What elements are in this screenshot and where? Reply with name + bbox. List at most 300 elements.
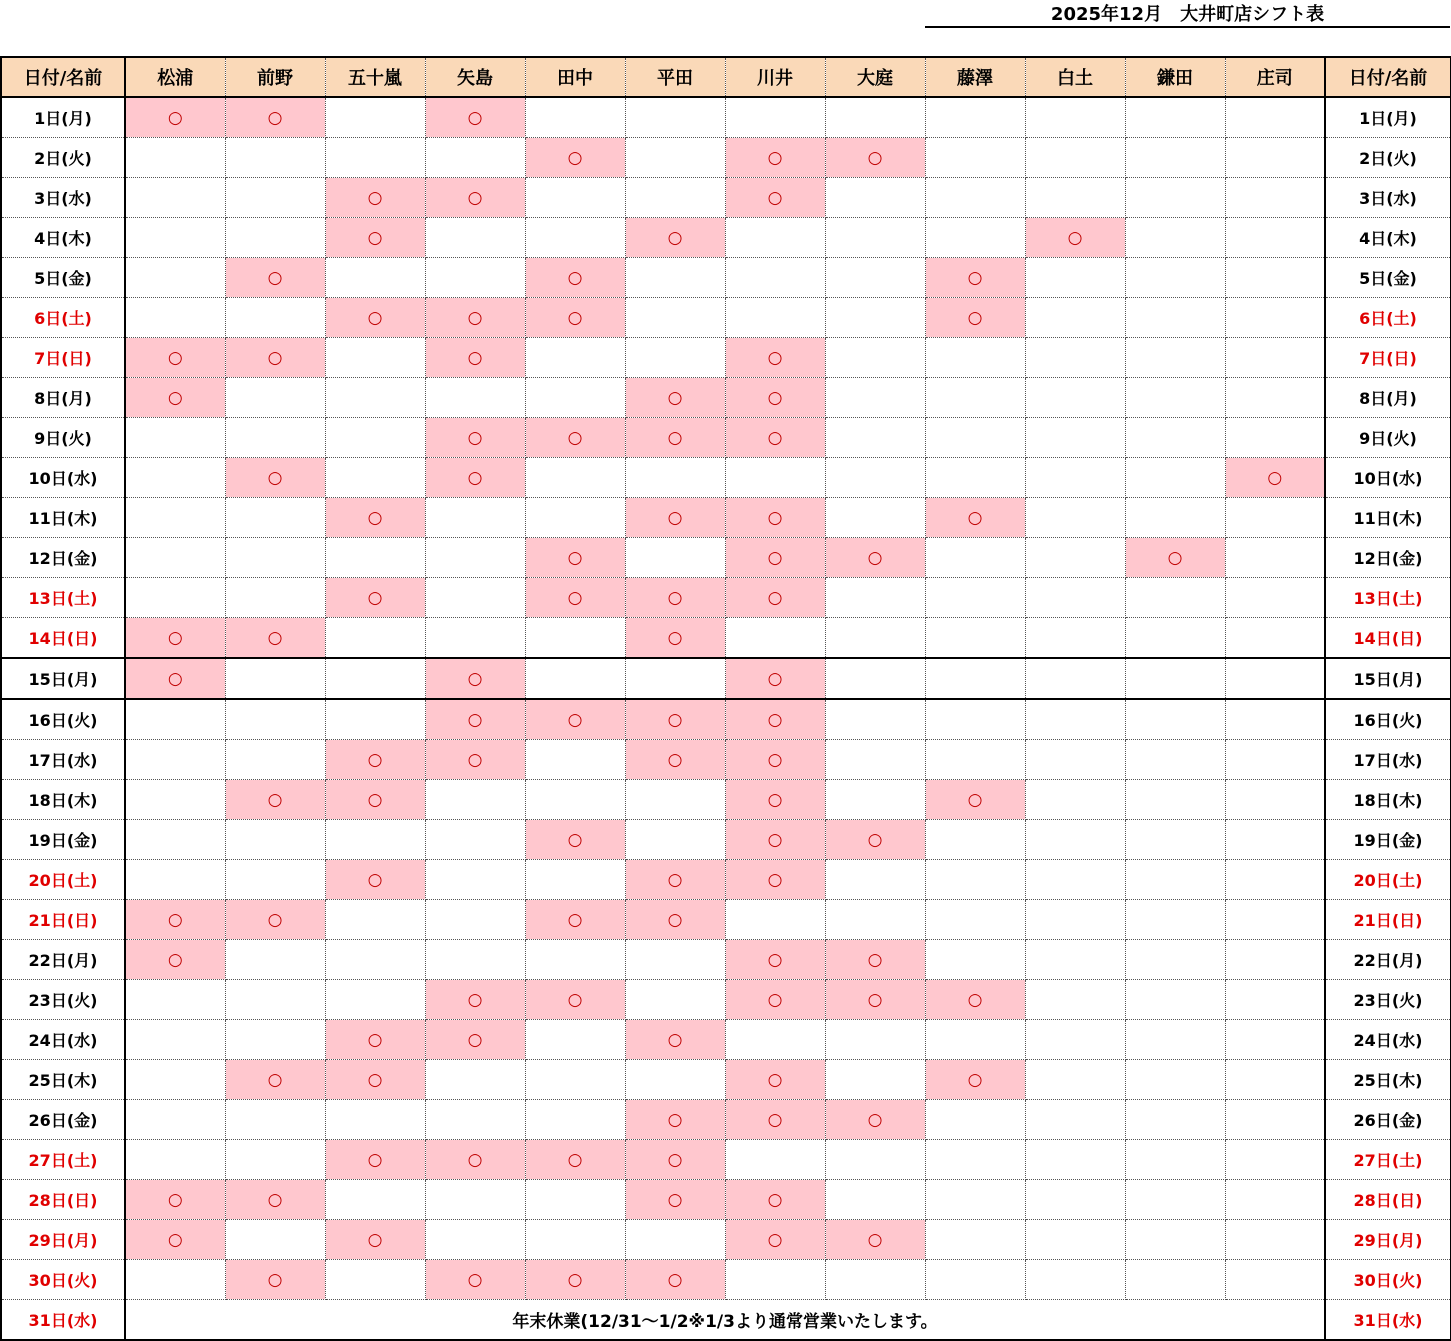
- shift-empty-cell[interactable]: [925, 1180, 1025, 1220]
- shift-empty-cell[interactable]: [1225, 1180, 1325, 1220]
- shift-empty-cell[interactable]: [925, 699, 1025, 740]
- shift-empty-cell[interactable]: [525, 178, 625, 218]
- shift-mark-cell[interactable]: ○: [325, 218, 425, 258]
- shift-empty-cell[interactable]: [1025, 538, 1125, 578]
- shift-empty-cell[interactable]: [925, 1020, 1025, 1060]
- shift-empty-cell[interactable]: [1125, 178, 1225, 218]
- shift-empty-cell[interactable]: [225, 378, 325, 418]
- shift-empty-cell[interactable]: [625, 258, 725, 298]
- shift-mark-cell[interactable]: ○: [525, 699, 625, 740]
- shift-empty-cell[interactable]: [1125, 218, 1225, 258]
- shift-mark-cell[interactable]: ○: [425, 980, 525, 1020]
- shift-empty-cell[interactable]: [225, 178, 325, 218]
- shift-empty-cell[interactable]: [625, 338, 725, 378]
- shift-empty-cell[interactable]: [825, 740, 925, 780]
- shift-empty-cell[interactable]: [1125, 1220, 1225, 1260]
- shift-mark-cell[interactable]: ○: [325, 860, 425, 900]
- shift-mark-cell[interactable]: ○: [125, 940, 225, 980]
- shift-mark-cell[interactable]: ○: [225, 1060, 325, 1100]
- shift-empty-cell[interactable]: [1025, 980, 1125, 1020]
- shift-empty-cell[interactable]: [625, 538, 725, 578]
- shift-empty-cell[interactable]: [925, 860, 1025, 900]
- shift-mark-cell[interactable]: ○: [525, 1260, 625, 1300]
- shift-empty-cell[interactable]: [925, 1140, 1025, 1180]
- shift-empty-cell[interactable]: [1025, 860, 1125, 900]
- shift-empty-cell[interactable]: [1025, 940, 1125, 980]
- shift-mark-cell[interactable]: ○: [725, 578, 825, 618]
- shift-mark-cell[interactable]: ○: [125, 338, 225, 378]
- shift-empty-cell[interactable]: [925, 1100, 1025, 1140]
- shift-empty-cell[interactable]: [225, 980, 325, 1020]
- shift-mark-cell[interactable]: ○: [325, 1060, 425, 1100]
- shift-empty-cell[interactable]: [225, 498, 325, 538]
- shift-empty-cell[interactable]: [1225, 298, 1325, 338]
- shift-empty-cell[interactable]: [1225, 538, 1325, 578]
- shift-mark-cell[interactable]: ○: [625, 1260, 725, 1300]
- shift-empty-cell[interactable]: [525, 740, 625, 780]
- shift-mark-cell[interactable]: ○: [425, 178, 525, 218]
- shift-empty-cell[interactable]: [125, 1020, 225, 1060]
- shift-empty-cell[interactable]: [1225, 1020, 1325, 1060]
- shift-empty-cell[interactable]: [525, 338, 625, 378]
- shift-empty-cell[interactable]: [1225, 940, 1325, 980]
- shift-empty-cell[interactable]: [325, 618, 425, 659]
- shift-empty-cell[interactable]: [1125, 258, 1225, 298]
- shift-empty-cell[interactable]: [1125, 1060, 1225, 1100]
- shift-mark-cell[interactable]: ○: [625, 218, 725, 258]
- shift-empty-cell[interactable]: [725, 298, 825, 338]
- shift-empty-cell[interactable]: [1025, 780, 1125, 820]
- shift-empty-cell[interactable]: [425, 618, 525, 659]
- shift-mark-cell[interactable]: ○: [725, 1100, 825, 1140]
- shift-mark-cell[interactable]: ○: [725, 740, 825, 780]
- shift-empty-cell[interactable]: [525, 218, 625, 258]
- shift-empty-cell[interactable]: [525, 940, 625, 980]
- shift-mark-cell[interactable]: ○: [525, 418, 625, 458]
- shift-mark-cell[interactable]: ○: [125, 900, 225, 940]
- shift-empty-cell[interactable]: [925, 138, 1025, 178]
- shift-empty-cell[interactable]: [425, 780, 525, 820]
- shift-mark-cell[interactable]: ○: [525, 1140, 625, 1180]
- shift-empty-cell[interactable]: [625, 1060, 725, 1100]
- shift-empty-cell[interactable]: [525, 458, 625, 498]
- shift-empty-cell[interactable]: [1225, 618, 1325, 659]
- shift-empty-cell[interactable]: [1225, 1140, 1325, 1180]
- shift-empty-cell[interactable]: [725, 258, 825, 298]
- shift-empty-cell[interactable]: [1025, 378, 1125, 418]
- shift-mark-cell[interactable]: ○: [825, 940, 925, 980]
- shift-empty-cell[interactable]: [1225, 1100, 1325, 1140]
- shift-empty-cell[interactable]: [825, 578, 925, 618]
- shift-empty-cell[interactable]: [1025, 458, 1125, 498]
- shift-empty-cell[interactable]: [425, 1100, 525, 1140]
- shift-empty-cell[interactable]: [1225, 1260, 1325, 1300]
- shift-empty-cell[interactable]: [125, 1260, 225, 1300]
- shift-empty-cell[interactable]: [325, 1180, 425, 1220]
- shift-empty-cell[interactable]: [325, 820, 425, 860]
- shift-empty-cell[interactable]: [325, 378, 425, 418]
- shift-empty-cell[interactable]: [125, 1060, 225, 1100]
- shift-empty-cell[interactable]: [1225, 338, 1325, 378]
- shift-empty-cell[interactable]: [125, 780, 225, 820]
- shift-empty-cell[interactable]: [925, 458, 1025, 498]
- shift-mark-cell[interactable]: ○: [425, 1140, 525, 1180]
- shift-empty-cell[interactable]: [925, 740, 1025, 780]
- shift-empty-cell[interactable]: [1025, 578, 1125, 618]
- shift-empty-cell[interactable]: [925, 900, 1025, 940]
- shift-mark-cell[interactable]: ○: [325, 498, 425, 538]
- shift-empty-cell[interactable]: [625, 658, 725, 699]
- shift-empty-cell[interactable]: [1025, 618, 1125, 659]
- shift-empty-cell[interactable]: [125, 1100, 225, 1140]
- shift-empty-cell[interactable]: [1225, 378, 1325, 418]
- shift-empty-cell[interactable]: [1225, 578, 1325, 618]
- shift-mark-cell[interactable]: ○: [125, 658, 225, 699]
- shift-empty-cell[interactable]: [725, 618, 825, 659]
- shift-empty-cell[interactable]: [1125, 618, 1225, 659]
- shift-empty-cell[interactable]: [925, 378, 1025, 418]
- shift-mark-cell[interactable]: ○: [125, 1180, 225, 1220]
- shift-mark-cell[interactable]: ○: [725, 178, 825, 218]
- shift-mark-cell[interactable]: ○: [825, 980, 925, 1020]
- shift-empty-cell[interactable]: [825, 338, 925, 378]
- shift-empty-cell[interactable]: [1125, 780, 1225, 820]
- shift-mark-cell[interactable]: ○: [925, 1060, 1025, 1100]
- shift-empty-cell[interactable]: [1225, 658, 1325, 699]
- shift-empty-cell[interactable]: [425, 578, 525, 618]
- shift-empty-cell[interactable]: [225, 740, 325, 780]
- shift-mark-cell[interactable]: ○: [725, 820, 825, 860]
- shift-empty-cell[interactable]: [325, 940, 425, 980]
- shift-empty-cell[interactable]: [525, 1100, 625, 1140]
- shift-empty-cell[interactable]: [1025, 1180, 1125, 1220]
- shift-empty-cell[interactable]: [1125, 740, 1225, 780]
- shift-mark-cell[interactable]: ○: [725, 860, 825, 900]
- shift-empty-cell[interactable]: [425, 1060, 525, 1100]
- shift-empty-cell[interactable]: [125, 740, 225, 780]
- shift-mark-cell[interactable]: ○: [625, 1180, 725, 1220]
- shift-empty-cell[interactable]: [925, 618, 1025, 659]
- shift-mark-cell[interactable]: ○: [225, 338, 325, 378]
- shift-empty-cell[interactable]: [725, 458, 825, 498]
- shift-empty-cell[interactable]: [1125, 940, 1225, 980]
- shift-empty-cell[interactable]: [925, 1220, 1025, 1260]
- shift-empty-cell[interactable]: [325, 658, 425, 699]
- shift-mark-cell[interactable]: ○: [825, 538, 925, 578]
- shift-empty-cell[interactable]: [525, 1020, 625, 1060]
- shift-empty-cell[interactable]: [625, 940, 725, 980]
- shift-empty-cell[interactable]: [1125, 1140, 1225, 1180]
- shift-empty-cell[interactable]: [825, 458, 925, 498]
- shift-empty-cell[interactable]: [1225, 258, 1325, 298]
- shift-empty-cell[interactable]: [825, 1260, 925, 1300]
- shift-empty-cell[interactable]: [925, 178, 1025, 218]
- shift-empty-cell[interactable]: [1225, 980, 1325, 1020]
- shift-empty-cell[interactable]: [425, 1180, 525, 1220]
- shift-empty-cell[interactable]: [1125, 1020, 1225, 1060]
- shift-empty-cell[interactable]: [925, 940, 1025, 980]
- shift-empty-cell[interactable]: [425, 820, 525, 860]
- shift-mark-cell[interactable]: ○: [625, 740, 725, 780]
- shift-empty-cell[interactable]: [425, 940, 525, 980]
- shift-mark-cell[interactable]: ○: [225, 1260, 325, 1300]
- shift-mark-cell[interactable]: ○: [525, 258, 625, 298]
- shift-mark-cell[interactable]: ○: [725, 338, 825, 378]
- shift-mark-cell[interactable]: ○: [1025, 218, 1125, 258]
- shift-mark-cell[interactable]: ○: [725, 1180, 825, 1220]
- shift-mark-cell[interactable]: ○: [1125, 538, 1225, 578]
- shift-mark-cell[interactable]: ○: [425, 1260, 525, 1300]
- shift-empty-cell[interactable]: [1125, 699, 1225, 740]
- shift-empty-cell[interactable]: [1025, 1100, 1125, 1140]
- shift-mark-cell[interactable]: ○: [425, 97, 525, 138]
- shift-empty-cell[interactable]: [325, 538, 425, 578]
- shift-empty-cell[interactable]: [525, 498, 625, 538]
- shift-empty-cell[interactable]: [825, 218, 925, 258]
- shift-empty-cell[interactable]: [1225, 780, 1325, 820]
- shift-mark-cell[interactable]: ○: [725, 980, 825, 1020]
- shift-mark-cell[interactable]: ○: [425, 740, 525, 780]
- shift-mark-cell[interactable]: ○: [1225, 458, 1325, 498]
- shift-mark-cell[interactable]: ○: [125, 1220, 225, 1260]
- shift-empty-cell[interactable]: [225, 538, 325, 578]
- shift-empty-cell[interactable]: [1125, 860, 1225, 900]
- shift-empty-cell[interactable]: [225, 820, 325, 860]
- shift-empty-cell[interactable]: [225, 1100, 325, 1140]
- shift-empty-cell[interactable]: [525, 1180, 625, 1220]
- shift-mark-cell[interactable]: ○: [325, 740, 425, 780]
- shift-empty-cell[interactable]: [425, 900, 525, 940]
- shift-empty-cell[interactable]: [825, 1020, 925, 1060]
- shift-empty-cell[interactable]: [1025, 1260, 1125, 1300]
- shift-empty-cell[interactable]: [125, 538, 225, 578]
- shift-empty-cell[interactable]: [1225, 900, 1325, 940]
- shift-empty-cell[interactable]: [1225, 418, 1325, 458]
- shift-empty-cell[interactable]: [1125, 458, 1225, 498]
- shift-empty-cell[interactable]: [325, 1100, 425, 1140]
- shift-empty-cell[interactable]: [925, 1260, 1025, 1300]
- shift-mark-cell[interactable]: ○: [825, 138, 925, 178]
- shift-mark-cell[interactable]: ○: [525, 980, 625, 1020]
- shift-empty-cell[interactable]: [825, 780, 925, 820]
- shift-empty-cell[interactable]: [825, 378, 925, 418]
- shift-empty-cell[interactable]: [125, 699, 225, 740]
- shift-empty-cell[interactable]: [1125, 980, 1225, 1020]
- shift-empty-cell[interactable]: [925, 658, 1025, 699]
- shift-empty-cell[interactable]: [925, 538, 1025, 578]
- shift-empty-cell[interactable]: [1225, 218, 1325, 258]
- shift-mark-cell[interactable]: ○: [325, 1020, 425, 1060]
- shift-mark-cell[interactable]: ○: [725, 1220, 825, 1260]
- shift-empty-cell[interactable]: [425, 498, 525, 538]
- shift-mark-cell[interactable]: ○: [925, 780, 1025, 820]
- shift-mark-cell[interactable]: ○: [225, 618, 325, 659]
- shift-mark-cell[interactable]: ○: [725, 538, 825, 578]
- shift-empty-cell[interactable]: [1025, 298, 1125, 338]
- shift-empty-cell[interactable]: [525, 658, 625, 699]
- shift-mark-cell[interactable]: ○: [525, 298, 625, 338]
- shift-empty-cell[interactable]: [1025, 699, 1125, 740]
- shift-empty-cell[interactable]: [125, 298, 225, 338]
- shift-empty-cell[interactable]: [825, 699, 925, 740]
- shift-empty-cell[interactable]: [325, 97, 425, 138]
- shift-empty-cell[interactable]: [1225, 740, 1325, 780]
- shift-mark-cell[interactable]: ○: [425, 298, 525, 338]
- shift-empty-cell[interactable]: [1125, 1180, 1225, 1220]
- shift-empty-cell[interactable]: [525, 378, 625, 418]
- shift-empty-cell[interactable]: [425, 860, 525, 900]
- shift-mark-cell[interactable]: ○: [125, 97, 225, 138]
- shift-mark-cell[interactable]: ○: [225, 900, 325, 940]
- shift-empty-cell[interactable]: [525, 860, 625, 900]
- shift-empty-cell[interactable]: [1025, 1020, 1125, 1060]
- shift-empty-cell[interactable]: [525, 618, 625, 659]
- shift-mark-cell[interactable]: ○: [325, 178, 425, 218]
- shift-empty-cell[interactable]: [825, 860, 925, 900]
- shift-mark-cell[interactable]: ○: [125, 618, 225, 659]
- shift-mark-cell[interactable]: ○: [725, 780, 825, 820]
- shift-empty-cell[interactable]: [425, 378, 525, 418]
- shift-empty-cell[interactable]: [1025, 418, 1125, 458]
- shift-mark-cell[interactable]: ○: [825, 1220, 925, 1260]
- shift-empty-cell[interactable]: [825, 1180, 925, 1220]
- shift-empty-cell[interactable]: [225, 699, 325, 740]
- shift-empty-cell[interactable]: [925, 820, 1025, 860]
- shift-empty-cell[interactable]: [1025, 498, 1125, 538]
- shift-empty-cell[interactable]: [625, 458, 725, 498]
- shift-empty-cell[interactable]: [1125, 298, 1225, 338]
- shift-empty-cell[interactable]: [225, 1140, 325, 1180]
- shift-empty-cell[interactable]: [425, 218, 525, 258]
- shift-empty-cell[interactable]: [825, 1140, 925, 1180]
- shift-empty-cell[interactable]: [1025, 900, 1125, 940]
- shift-empty-cell[interactable]: [325, 699, 425, 740]
- shift-empty-cell[interactable]: [225, 658, 325, 699]
- shift-empty-cell[interactable]: [325, 138, 425, 178]
- shift-empty-cell[interactable]: [125, 980, 225, 1020]
- shift-mark-cell[interactable]: ○: [325, 1220, 425, 1260]
- shift-mark-cell[interactable]: ○: [325, 298, 425, 338]
- shift-empty-cell[interactable]: [1225, 699, 1325, 740]
- shift-mark-cell[interactable]: ○: [625, 498, 725, 538]
- shift-empty-cell[interactable]: [325, 258, 425, 298]
- shift-mark-cell[interactable]: ○: [625, 1140, 725, 1180]
- shift-empty-cell[interactable]: [225, 1020, 325, 1060]
- shift-empty-cell[interactable]: [825, 97, 925, 138]
- shift-empty-cell[interactable]: [1225, 1060, 1325, 1100]
- shift-empty-cell[interactable]: [225, 940, 325, 980]
- shift-mark-cell[interactable]: ○: [325, 1140, 425, 1180]
- shift-empty-cell[interactable]: [825, 498, 925, 538]
- shift-mark-cell[interactable]: ○: [725, 658, 825, 699]
- shift-mark-cell[interactable]: ○: [525, 138, 625, 178]
- shift-mark-cell[interactable]: ○: [925, 258, 1025, 298]
- shift-empty-cell[interactable]: [1025, 1060, 1125, 1100]
- shift-empty-cell[interactable]: [425, 1220, 525, 1260]
- shift-empty-cell[interactable]: [925, 218, 1025, 258]
- shift-empty-cell[interactable]: [625, 298, 725, 338]
- shift-empty-cell[interactable]: [1025, 178, 1125, 218]
- shift-mark-cell[interactable]: ○: [625, 900, 725, 940]
- shift-empty-cell[interactable]: [725, 900, 825, 940]
- shift-empty-cell[interactable]: [125, 178, 225, 218]
- shift-empty-cell[interactable]: [225, 578, 325, 618]
- shift-empty-cell[interactable]: [925, 97, 1025, 138]
- shift-empty-cell[interactable]: [125, 578, 225, 618]
- shift-empty-cell[interactable]: [225, 298, 325, 338]
- shift-mark-cell[interactable]: ○: [925, 980, 1025, 1020]
- shift-empty-cell[interactable]: [125, 1140, 225, 1180]
- shift-empty-cell[interactable]: [1225, 498, 1325, 538]
- shift-empty-cell[interactable]: [725, 218, 825, 258]
- shift-mark-cell[interactable]: ○: [625, 699, 725, 740]
- shift-empty-cell[interactable]: [425, 138, 525, 178]
- shift-empty-cell[interactable]: [525, 1060, 625, 1100]
- shift-empty-cell[interactable]: [925, 338, 1025, 378]
- shift-mark-cell[interactable]: ○: [925, 298, 1025, 338]
- shift-mark-cell[interactable]: ○: [325, 578, 425, 618]
- shift-mark-cell[interactable]: ○: [425, 658, 525, 699]
- shift-empty-cell[interactable]: [1225, 820, 1325, 860]
- shift-empty-cell[interactable]: [1225, 138, 1325, 178]
- shift-mark-cell[interactable]: ○: [625, 618, 725, 659]
- shift-mark-cell[interactable]: ○: [225, 97, 325, 138]
- shift-empty-cell[interactable]: [825, 298, 925, 338]
- shift-empty-cell[interactable]: [325, 900, 425, 940]
- shift-empty-cell[interactable]: [825, 258, 925, 298]
- shift-mark-cell[interactable]: ○: [225, 258, 325, 298]
- shift-mark-cell[interactable]: ○: [625, 418, 725, 458]
- shift-empty-cell[interactable]: [625, 980, 725, 1020]
- shift-empty-cell[interactable]: [125, 820, 225, 860]
- shift-empty-cell[interactable]: [825, 900, 925, 940]
- shift-empty-cell[interactable]: [1025, 258, 1125, 298]
- shift-empty-cell[interactable]: [1025, 740, 1125, 780]
- shift-empty-cell[interactable]: [725, 1260, 825, 1300]
- shift-empty-cell[interactable]: [125, 498, 225, 538]
- shift-mark-cell[interactable]: ○: [625, 378, 725, 418]
- shift-mark-cell[interactable]: ○: [825, 820, 925, 860]
- shift-empty-cell[interactable]: [525, 1220, 625, 1260]
- shift-empty-cell[interactable]: [1225, 178, 1325, 218]
- shift-empty-cell[interactable]: [225, 138, 325, 178]
- shift-mark-cell[interactable]: ○: [525, 820, 625, 860]
- shift-empty-cell[interactable]: [225, 860, 325, 900]
- shift-empty-cell[interactable]: [825, 178, 925, 218]
- shift-empty-cell[interactable]: [1025, 1140, 1125, 1180]
- shift-empty-cell[interactable]: [125, 458, 225, 498]
- shift-empty-cell[interactable]: [825, 618, 925, 659]
- shift-empty-cell[interactable]: [725, 1020, 825, 1060]
- shift-empty-cell[interactable]: [725, 1140, 825, 1180]
- shift-empty-cell[interactable]: [1125, 900, 1225, 940]
- shift-mark-cell[interactable]: ○: [425, 1020, 525, 1060]
- shift-mark-cell[interactable]: ○: [725, 138, 825, 178]
- shift-mark-cell[interactable]: ○: [825, 1100, 925, 1140]
- shift-mark-cell[interactable]: ○: [425, 418, 525, 458]
- shift-empty-cell[interactable]: [1125, 820, 1225, 860]
- shift-empty-cell[interactable]: [1025, 820, 1125, 860]
- shift-empty-cell[interactable]: [825, 658, 925, 699]
- shift-empty-cell[interactable]: [1025, 338, 1125, 378]
- shift-empty-cell[interactable]: [425, 538, 525, 578]
- shift-empty-cell[interactable]: [1225, 1220, 1325, 1260]
- shift-mark-cell[interactable]: ○: [625, 1020, 725, 1060]
- shift-mark-cell[interactable]: ○: [625, 1100, 725, 1140]
- shift-empty-cell[interactable]: [125, 418, 225, 458]
- shift-empty-cell[interactable]: [1125, 1100, 1225, 1140]
- shift-empty-cell[interactable]: [1125, 378, 1225, 418]
